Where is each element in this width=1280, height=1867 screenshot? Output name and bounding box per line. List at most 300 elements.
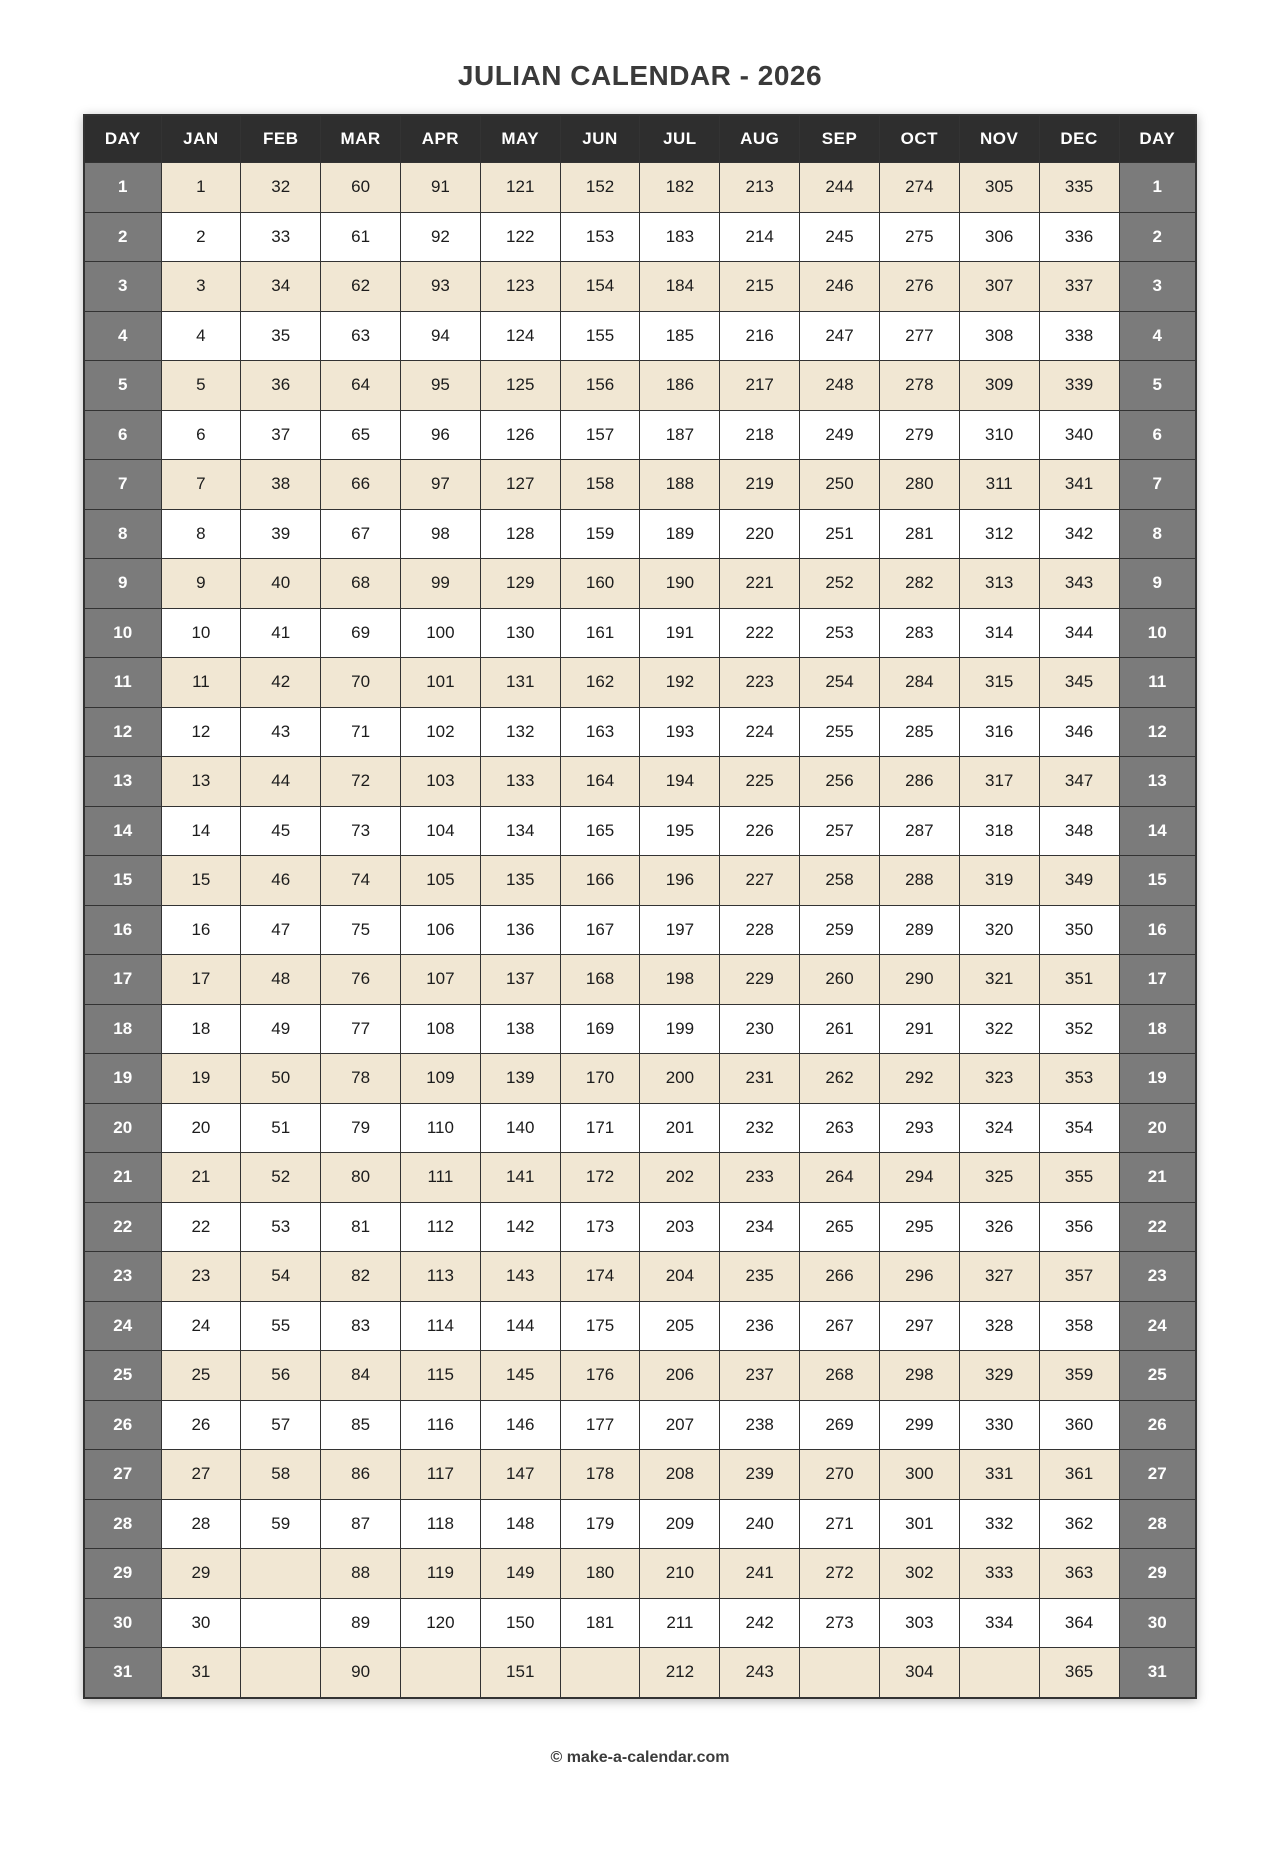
julian-day-cell: 2 <box>161 212 241 262</box>
table-row <box>84 410 1196 460</box>
julian-day-cell: 324 <box>959 1103 1039 1153</box>
julian-day-cell: 119 <box>400 1549 480 1599</box>
julian-day-cell: 236 <box>720 1301 800 1351</box>
julian-day-cell: 250 <box>800 460 880 510</box>
julian-day-cell <box>241 1598 321 1648</box>
julian-day-cell: 261 <box>800 1004 880 1054</box>
julian-day-cell: 164 <box>560 757 640 807</box>
day-cell: 27 <box>84 1450 161 1500</box>
julian-day-cell: 193 <box>640 707 720 757</box>
julian-day-cell: 91 <box>400 163 480 213</box>
julian-day-cell: 7 <box>161 460 241 510</box>
julian-day-cell: 351 <box>1039 955 1119 1005</box>
julian-day-cell: 153 <box>560 212 640 262</box>
julian-day-cell: 14 <box>161 806 241 856</box>
julian-day-cell: 275 <box>879 212 959 262</box>
day-cell: 4 <box>1119 311 1196 361</box>
day-cell: 17 <box>84 955 161 1005</box>
julian-day-cell: 317 <box>959 757 1039 807</box>
julian-day-cell: 130 <box>480 608 560 658</box>
julian-day-cell: 298 <box>879 1351 959 1401</box>
julian-day-cell: 211 <box>640 1598 720 1648</box>
julian-day-cell: 253 <box>800 608 880 658</box>
julian-day-cell: 132 <box>480 707 560 757</box>
day-cell: 7 <box>84 460 161 510</box>
julian-day-cell: 176 <box>560 1351 640 1401</box>
julian-day-cell: 313 <box>959 559 1039 609</box>
julian-day-cell <box>400 1648 480 1698</box>
julian-day-cell: 230 <box>720 1004 800 1054</box>
day-cell: 20 <box>84 1103 161 1153</box>
table-row <box>84 460 1196 510</box>
julian-day-cell: 59 <box>241 1499 321 1549</box>
julian-day-cell: 300 <box>879 1450 959 1500</box>
month-column-header: JUN <box>560 115 640 163</box>
julian-day-cell: 248 <box>800 361 880 411</box>
table-row <box>84 262 1196 312</box>
julian-day-cell: 100 <box>400 608 480 658</box>
julian-day-cell: 64 <box>321 361 401 411</box>
julian-day-cell: 156 <box>560 361 640 411</box>
table-row <box>84 757 1196 807</box>
table-row <box>84 1400 1196 1450</box>
julian-day-cell: 181 <box>560 1598 640 1648</box>
julian-day-cell: 331 <box>959 1450 1039 1500</box>
julian-day-cell: 58 <box>241 1450 321 1500</box>
julian-day-cell: 15 <box>161 856 241 906</box>
day-cell: 27 <box>1119 1450 1196 1500</box>
month-column-header: JAN <box>161 115 241 163</box>
day-cell: 11 <box>84 658 161 708</box>
julian-day-cell: 116 <box>400 1400 480 1450</box>
julian-day-cell: 9 <box>161 559 241 609</box>
julian-day-cell: 290 <box>879 955 959 1005</box>
julian-day-cell: 158 <box>560 460 640 510</box>
julian-day-cell: 311 <box>959 460 1039 510</box>
table-row <box>84 509 1196 559</box>
julian-day-cell: 247 <box>800 311 880 361</box>
julian-day-cell: 263 <box>800 1103 880 1153</box>
julian-day-cell: 111 <box>400 1153 480 1203</box>
julian-day-cell: 108 <box>400 1004 480 1054</box>
julian-day-cell: 359 <box>1039 1351 1119 1401</box>
julian-day-cell: 173 <box>560 1202 640 1252</box>
julian-day-cell: 27 <box>161 1450 241 1500</box>
julian-day-cell: 79 <box>321 1103 401 1153</box>
julian-day-cell: 239 <box>720 1450 800 1500</box>
day-cell: 26 <box>1119 1400 1196 1450</box>
table-row <box>84 1499 1196 1549</box>
julian-day-cell: 213 <box>720 163 800 213</box>
julian-day-cell: 155 <box>560 311 640 361</box>
julian-day-cell: 326 <box>959 1202 1039 1252</box>
day-cell: 28 <box>1119 1499 1196 1549</box>
day-cell: 9 <box>84 559 161 609</box>
day-cell: 10 <box>84 608 161 658</box>
month-column-header: MAR <box>321 115 401 163</box>
julian-day-cell: 62 <box>321 262 401 312</box>
julian-day-cell: 270 <box>800 1450 880 1500</box>
julian-day-cell: 92 <box>400 212 480 262</box>
day-cell: 7 <box>1119 460 1196 510</box>
julian-day-cell: 188 <box>640 460 720 510</box>
julian-day-cell: 106 <box>400 905 480 955</box>
julian-day-cell: 21 <box>161 1153 241 1203</box>
julian-day-cell: 71 <box>321 707 401 757</box>
julian-day-cell: 228 <box>720 905 800 955</box>
julian-day-cell: 222 <box>720 608 800 658</box>
julian-day-cell: 112 <box>400 1202 480 1252</box>
julian-day-cell: 98 <box>400 509 480 559</box>
julian-day-cell: 50 <box>241 1054 321 1104</box>
julian-day-cell: 149 <box>480 1549 560 1599</box>
julian-day-cell: 199 <box>640 1004 720 1054</box>
page <box>0 60 1280 1767</box>
julian-day-cell: 312 <box>959 509 1039 559</box>
julian-day-cell: 178 <box>560 1450 640 1500</box>
day-cell: 14 <box>1119 806 1196 856</box>
julian-day-cell: 192 <box>640 658 720 708</box>
julian-day-cell: 282 <box>879 559 959 609</box>
table-row <box>84 1351 1196 1401</box>
julian-day-cell: 33 <box>241 212 321 262</box>
julian-day-cell: 343 <box>1039 559 1119 609</box>
footer-credit: © make-a-calendar.com <box>550 1748 730 1766</box>
julian-day-cell: 196 <box>640 856 720 906</box>
julian-day-cell: 234 <box>720 1202 800 1252</box>
julian-day-cell: 26 <box>161 1400 241 1450</box>
julian-day-cell: 318 <box>959 806 1039 856</box>
julian-day-cell: 49 <box>241 1004 321 1054</box>
julian-day-cell: 109 <box>400 1054 480 1104</box>
julian-day-cell: 364 <box>1039 1598 1119 1648</box>
julian-day-cell: 255 <box>800 707 880 757</box>
julian-day-cell: 44 <box>241 757 321 807</box>
julian-day-cell: 53 <box>241 1202 321 1252</box>
julian-day-cell: 13 <box>161 757 241 807</box>
julian-day-cell: 5 <box>161 361 241 411</box>
julian-day-cell: 151 <box>480 1648 560 1698</box>
julian-day-cell: 238 <box>720 1400 800 1450</box>
julian-day-cell: 70 <box>321 658 401 708</box>
julian-day-cell: 254 <box>800 658 880 708</box>
julian-day-cell: 135 <box>480 856 560 906</box>
julian-day-cell: 141 <box>480 1153 560 1203</box>
julian-day-cell: 168 <box>560 955 640 1005</box>
julian-day-cell: 171 <box>560 1103 640 1153</box>
julian-day-cell: 166 <box>560 856 640 906</box>
julian-day-cell: 252 <box>800 559 880 609</box>
julian-day-cell: 268 <box>800 1351 880 1401</box>
day-cell: 18 <box>1119 1004 1196 1054</box>
julian-day-cell: 220 <box>720 509 800 559</box>
julian-day-cell: 117 <box>400 1450 480 1500</box>
julian-day-cell: 129 <box>480 559 560 609</box>
day-cell: 9 <box>1119 559 1196 609</box>
julian-day-cell: 124 <box>480 311 560 361</box>
julian-day-cell: 148 <box>480 1499 560 1549</box>
day-cell: 16 <box>1119 905 1196 955</box>
julian-day-cell: 205 <box>640 1301 720 1351</box>
julian-day-cell: 65 <box>321 410 401 460</box>
table-row <box>84 1598 1196 1648</box>
julian-day-cell: 335 <box>1039 163 1119 213</box>
julian-day-cell: 265 <box>800 1202 880 1252</box>
julian-day-cell: 76 <box>321 955 401 1005</box>
table-row <box>84 1301 1196 1351</box>
julian-day-cell: 102 <box>400 707 480 757</box>
julian-day-cell: 104 <box>400 806 480 856</box>
julian-day-cell: 208 <box>640 1450 720 1500</box>
julian-day-cell: 96 <box>400 410 480 460</box>
day-cell: 2 <box>84 212 161 262</box>
day-cell: 11 <box>1119 658 1196 708</box>
julian-day-cell: 219 <box>720 460 800 510</box>
table-row <box>84 1202 1196 1252</box>
day-column-header: DAY <box>1119 115 1196 163</box>
julian-day-cell: 200 <box>640 1054 720 1104</box>
julian-day-cell: 48 <box>241 955 321 1005</box>
day-cell: 3 <box>84 262 161 312</box>
julian-day-cell: 197 <box>640 905 720 955</box>
julian-day-cell: 80 <box>321 1153 401 1203</box>
julian-day-cell: 38 <box>241 460 321 510</box>
julian-day-cell: 285 <box>879 707 959 757</box>
julian-day-cell: 191 <box>640 608 720 658</box>
day-cell: 20 <box>1119 1103 1196 1153</box>
table-row <box>84 212 1196 262</box>
day-cell: 3 <box>1119 262 1196 312</box>
month-column-header: JUL <box>640 115 720 163</box>
julian-day-cell: 110 <box>400 1103 480 1153</box>
julian-day-cell: 6 <box>161 410 241 460</box>
julian-day-cell: 101 <box>400 658 480 708</box>
day-cell: 6 <box>1119 410 1196 460</box>
julian-day-cell: 309 <box>959 361 1039 411</box>
julian-day-cell: 266 <box>800 1252 880 1302</box>
julian-day-cell: 11 <box>161 658 241 708</box>
julian-day-cell: 229 <box>720 955 800 1005</box>
julian-day-cell: 84 <box>321 1351 401 1401</box>
julian-day-cell: 90 <box>321 1648 401 1698</box>
julian-day-cell: 128 <box>480 509 560 559</box>
julian-day-cell: 160 <box>560 559 640 609</box>
julian-day-cell: 189 <box>640 509 720 559</box>
day-cell: 30 <box>84 1598 161 1648</box>
julian-day-cell <box>800 1648 880 1698</box>
julian-day-cell: 183 <box>640 212 720 262</box>
julian-day-cell: 240 <box>720 1499 800 1549</box>
julian-day-cell: 345 <box>1039 658 1119 708</box>
julian-day-cell: 303 <box>879 1598 959 1648</box>
julian-day-cell: 12 <box>161 707 241 757</box>
julian-day-cell: 281 <box>879 509 959 559</box>
julian-day-cell: 54 <box>241 1252 321 1302</box>
julian-day-cell: 321 <box>959 955 1039 1005</box>
julian-day-cell: 25 <box>161 1351 241 1401</box>
page-title: JULIAN CALENDAR - 2026 <box>457 60 823 91</box>
julian-day-cell: 339 <box>1039 361 1119 411</box>
julian-day-cell: 36 <box>241 361 321 411</box>
julian-day-cell: 288 <box>879 856 959 906</box>
julian-day-cell: 212 <box>640 1648 720 1698</box>
julian-day-cell: 4 <box>161 311 241 361</box>
julian-day-cell: 329 <box>959 1351 1039 1401</box>
table-body <box>84 163 1196 1698</box>
day-cell: 5 <box>84 361 161 411</box>
julian-day-cell: 347 <box>1039 757 1119 807</box>
julian-day-cell: 133 <box>480 757 560 807</box>
table-row <box>84 1450 1196 1500</box>
julian-day-cell: 256 <box>800 757 880 807</box>
julian-day-cell: 31 <box>161 1648 241 1698</box>
day-cell: 24 <box>84 1301 161 1351</box>
day-cell: 23 <box>84 1252 161 1302</box>
julian-day-cell: 216 <box>720 311 800 361</box>
julian-day-cell: 333 <box>959 1549 1039 1599</box>
julian-day-cell: 60 <box>321 163 401 213</box>
julian-day-cell: 293 <box>879 1103 959 1153</box>
day-cell: 2 <box>1119 212 1196 262</box>
julian-day-cell: 354 <box>1039 1103 1119 1153</box>
julian-day-cell: 242 <box>720 1598 800 1648</box>
julian-day-cell: 56 <box>241 1351 321 1401</box>
day-cell: 19 <box>1119 1054 1196 1104</box>
julian-day-cell: 353 <box>1039 1054 1119 1104</box>
table-row <box>84 559 1196 609</box>
day-cell: 12 <box>84 707 161 757</box>
julian-day-cell: 316 <box>959 707 1039 757</box>
julian-day-cell: 185 <box>640 311 720 361</box>
day-cell: 12 <box>1119 707 1196 757</box>
julian-day-cell: 227 <box>720 856 800 906</box>
julian-day-cell: 207 <box>640 1400 720 1450</box>
julian-day-cell: 276 <box>879 262 959 312</box>
month-column-header: FEB <box>241 115 321 163</box>
julian-day-cell: 122 <box>480 212 560 262</box>
julian-day-cell: 289 <box>879 905 959 955</box>
julian-day-cell: 251 <box>800 509 880 559</box>
julian-day-cell: 348 <box>1039 806 1119 856</box>
table-row <box>84 1103 1196 1153</box>
julian-day-cell: 42 <box>241 658 321 708</box>
month-column-header: SEP <box>800 115 880 163</box>
julian-day-cell: 306 <box>959 212 1039 262</box>
julian-day-cell: 350 <box>1039 905 1119 955</box>
julian-day-cell <box>560 1648 640 1698</box>
day-cell: 4 <box>84 311 161 361</box>
julian-day-cell: 325 <box>959 1153 1039 1203</box>
julian-day-cell: 360 <box>1039 1400 1119 1450</box>
julian-day-cell: 103 <box>400 757 480 807</box>
table-row <box>84 311 1196 361</box>
julian-day-cell: 184 <box>640 262 720 312</box>
day-cell: 17 <box>1119 955 1196 1005</box>
month-column-header: OCT <box>879 115 959 163</box>
julian-day-cell: 299 <box>879 1400 959 1450</box>
julian-day-cell: 314 <box>959 608 1039 658</box>
julian-day-cell: 260 <box>800 955 880 1005</box>
julian-day-cell: 83 <box>321 1301 401 1351</box>
julian-day-cell: 113 <box>400 1252 480 1302</box>
day-cell: 25 <box>1119 1351 1196 1401</box>
julian-day-cell: 136 <box>480 905 560 955</box>
table-row <box>84 955 1196 1005</box>
julian-day-cell: 8 <box>161 509 241 559</box>
julian-day-cell: 308 <box>959 311 1039 361</box>
julian-day-cell: 123 <box>480 262 560 312</box>
julian-day-cell: 169 <box>560 1004 640 1054</box>
julian-day-cell: 17 <box>161 955 241 1005</box>
julian-day-cell: 249 <box>800 410 880 460</box>
julian-day-cell: 264 <box>800 1153 880 1203</box>
julian-day-cell: 273 <box>800 1598 880 1648</box>
julian-day-cell: 85 <box>321 1400 401 1450</box>
julian-day-cell: 18 <box>161 1004 241 1054</box>
julian-day-cell: 66 <box>321 460 401 510</box>
julian-day-cell: 358 <box>1039 1301 1119 1351</box>
day-cell: 21 <box>1119 1153 1196 1203</box>
julian-day-cell: 45 <box>241 806 321 856</box>
julian-day-cell: 47 <box>241 905 321 955</box>
julian-day-cell: 356 <box>1039 1202 1119 1252</box>
julian-day-cell: 190 <box>640 559 720 609</box>
julian-day-cell: 179 <box>560 1499 640 1549</box>
table-row <box>84 1648 1196 1698</box>
julian-day-cell: 214 <box>720 212 800 262</box>
julian-day-cell: 342 <box>1039 509 1119 559</box>
julian-day-cell: 170 <box>560 1054 640 1104</box>
julian-day-cell: 46 <box>241 856 321 906</box>
julian-day-cell: 334 <box>959 1598 1039 1648</box>
julian-day-cell: 362 <box>1039 1499 1119 1549</box>
day-cell: 28 <box>84 1499 161 1549</box>
day-cell: 30 <box>1119 1598 1196 1648</box>
table-row <box>84 608 1196 658</box>
table-row <box>84 1549 1196 1599</box>
julian-day-cell: 10 <box>161 608 241 658</box>
julian-day-cell: 97 <box>400 460 480 510</box>
header-row <box>84 115 1196 163</box>
julian-day-cell: 32 <box>241 163 321 213</box>
julian-day-cell: 186 <box>640 361 720 411</box>
julian-day-cell: 43 <box>241 707 321 757</box>
month-column-header: DEC <box>1039 115 1119 163</box>
julian-day-cell: 163 <box>560 707 640 757</box>
julian-day-cell: 131 <box>480 658 560 708</box>
day-cell: 25 <box>84 1351 161 1401</box>
julian-day-cell: 340 <box>1039 410 1119 460</box>
julian-day-cell: 145 <box>480 1351 560 1401</box>
julian-day-cell: 154 <box>560 262 640 312</box>
day-cell: 13 <box>84 757 161 807</box>
julian-day-cell: 269 <box>800 1400 880 1450</box>
julian-day-cell: 302 <box>879 1549 959 1599</box>
julian-day-cell: 107 <box>400 955 480 1005</box>
julian-day-cell: 167 <box>560 905 640 955</box>
day-cell: 29 <box>1119 1549 1196 1599</box>
day-cell: 22 <box>1119 1202 1196 1252</box>
julian-day-cell: 327 <box>959 1252 1039 1302</box>
julian-day-cell: 73 <box>321 806 401 856</box>
julian-day-cell: 246 <box>800 262 880 312</box>
julian-day-cell: 272 <box>800 1549 880 1599</box>
julian-day-cell: 279 <box>879 410 959 460</box>
julian-day-cell: 177 <box>560 1400 640 1450</box>
table-row <box>84 905 1196 955</box>
table-row <box>84 856 1196 906</box>
table-row <box>84 707 1196 757</box>
